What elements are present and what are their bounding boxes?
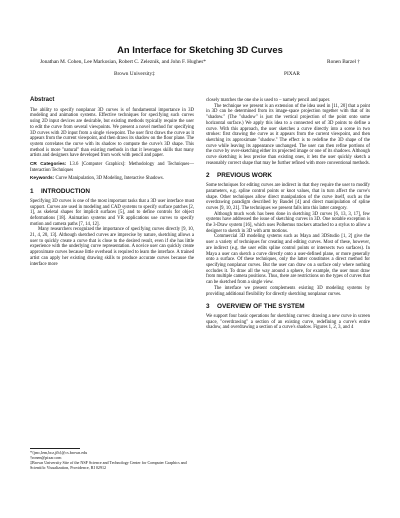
section-heading-overview xyxy=(206,304,370,310)
section-number: 3 xyxy=(206,303,210,311)
abstract-heading: Abstract xyxy=(30,97,55,103)
section-title: OVERVIEW OF THE SYSTEM xyxy=(217,303,305,311)
prev-work-paragraph-4: The interface we present complements existing 3D modeling systems by providing additional flexibility for directly sketching nonplanar curves. xyxy=(206,285,370,297)
section-number: 2 xyxy=(206,172,210,180)
keywords-text: Curve Manipulation, 3D Modeling, Interactive Shadows. xyxy=(55,176,164,182)
keywords xyxy=(30,176,194,182)
footnote-rule xyxy=(30,448,80,449)
intro-paragraph-1: Specifying 3D curves is one of the most important tasks that a 3D user interface must support. Curves are used in modeling and CAD systems to specify surface patches [2, 1], as skeletal shapes for implicit surfaces [5], and to define controls for object deformations [18]. Animation systems and VR applications use curves to specify motion and camera paths [7, 14, 12]. xyxy=(30,198,194,227)
overview-paragraph-1: We support four basic operations for sketching curves: drawing a new curve in screen space, "overdrawing" a section of an existing curve, redefining a curve's entire shadow, and overdrawing a section of a curve's shadow. Figures 1, 2, 3, and 4 xyxy=(206,313,370,331)
author-group-brown: Jonathan M. Cohen, Lee Markosian, Robert C. Zeleznik, and John F. Hughes* xyxy=(40,59,206,65)
author-pixar: Ronen Barzel † xyxy=(327,59,360,65)
affiliation-brown: Brown University‡ xyxy=(114,71,155,77)
intro-continuation: closely matches the one she is used to – namely pencil and paper. xyxy=(206,98,331,103)
intro-paragraph-2: Many researchers recognized the importance of specifying curves directly [9, 10, 21, 4, 20, 13]. Although sketched curves are imprecise by nature, sketching allows a user to quickly create a curve that is close to the desired result, even if she has little experience with the underlying curve representation. A novice user can quickly create approximate curves because little overhead is required to learn the interface. A trained artist can apply her existing drawing skills to produce accurate curves because the interface more xyxy=(30,227,194,267)
cr-text: I.3.6 [Computer Graphics]: Methodology and Techniques—Interaction Techniques xyxy=(30,162,194,173)
prev-work-paragraph-2: Although much work has been done in sketching 3D curves [6, 13, 3, 17], few systems have addressed the issue of sketching curves in 3D. One notable exception is the 3-Draw system [16], which uses Polhemus trackers attached to a stylus to allow a designer to sketch in 3D with arm motions. xyxy=(206,211,370,234)
affiliation-pixar: PIXAR xyxy=(284,71,300,77)
author-line xyxy=(40,59,360,65)
right-column xyxy=(206,98,370,331)
keywords-label: Keywords: xyxy=(30,176,55,182)
section-title: PREVIOUS WORK xyxy=(217,172,273,180)
footnote-2: †ronen@pixar.com xyxy=(30,454,62,460)
left-column xyxy=(30,98,194,267)
section-title: INTRODUCTION xyxy=(41,188,90,196)
section-number: 1 xyxy=(30,188,34,196)
prev-work-paragraph-3: Commercial 3D modeling systems such as Maya and 3DStudio [1, 2] give the user a variety of techniques for creating and editing curves. Most of these, however, are indirect (e.g. the user edits spline control points or intersects two surfaces). In Maya a user can sketch a curve directly onto a user-defined plane, or more generally onto a surface. Of these techniques, only the latter constitutes a direct method for specifying nonplanar curves. But the user can draw on a surface only where nothing occludes it. To draw all the way around a sphere, for example, the user must draw from multiple camera positions. Thus, there are restrictions on the types of curves that can be sketched from a single view. xyxy=(206,234,370,286)
intro-paragraph-3: The technique we present is an extension of the idea used in [11, 20] that a point in 3D can be determined from its image-space projection together with that of its "shadow." (The "shadow" is just the vertical projection of the point onto some horizontal surface.) We apply this idea to a connected set of 3D points to define a curve. With this approach, the user sketches a curve directly into a scene in two strokes: first drawing the curve as it appears from the current viewpoint, and then sketching its approximate "shadow." The effect is to redefine the 3D shape of the curve while leaving its appearance unchanged. The user can then refine portions of the curve by over-sketching either its projected image or one of its shadows. Although curve sketching is less precise than existing ones, it lets the user quickly sketch a reasonably correct shape that may be further refined with more conventional methods. xyxy=(206,103,370,166)
prev-work-paragraph-1: Some techniques for editing curves are indirect in that they require the user to modify parameters, e.g. spline control points or knot values, that in turn affect the curve's shape. Other techniques allow direct manipulation of the curve itself, such as the overdrawing paradigm described by Baudel [4] and direct manipulation of spline curves [9, 10, 21]. The techniques we present falls into this latter category. xyxy=(206,183,370,211)
section-heading-previous-work xyxy=(206,173,370,179)
cr-categories xyxy=(30,162,194,173)
paper-title: An Interface for Sketching 3D Curves xyxy=(117,44,283,55)
footnote-1: *{jmc,lem,bcz,jfh}@cs.brown.edu xyxy=(30,450,88,455)
footnote-3: ‡Brown University Site of the NSF Science and Technology Center for Computer Graphics and Scientific Visualization, Providence, RI 02912 xyxy=(30,459,187,470)
footnotes xyxy=(30,448,194,471)
cr-label: CR Categories: xyxy=(30,162,67,168)
abstract-body: The ability to specify nonplanar 3D curves is of fundamental importance in 3D modeling and animation systems. Effective techniques for specifying such curves using 2D input devices are desirable, but existing methods typically require the user to edit the curve from several viewpoints. We present a novel method for specifying 3D curves with 2D input from a single viewpoint. The user first draws the curve as it appears from the current viewpoint, and then draws its shadow on the floor plane. The system correlates the curve with its shadow to compute the curve's 3D shape. This method is more "natural" than existing methods in that it leverages skills that many artists and designers have developed from work with pencil and paper. xyxy=(30,107,194,159)
section-heading-introduction xyxy=(30,189,194,195)
